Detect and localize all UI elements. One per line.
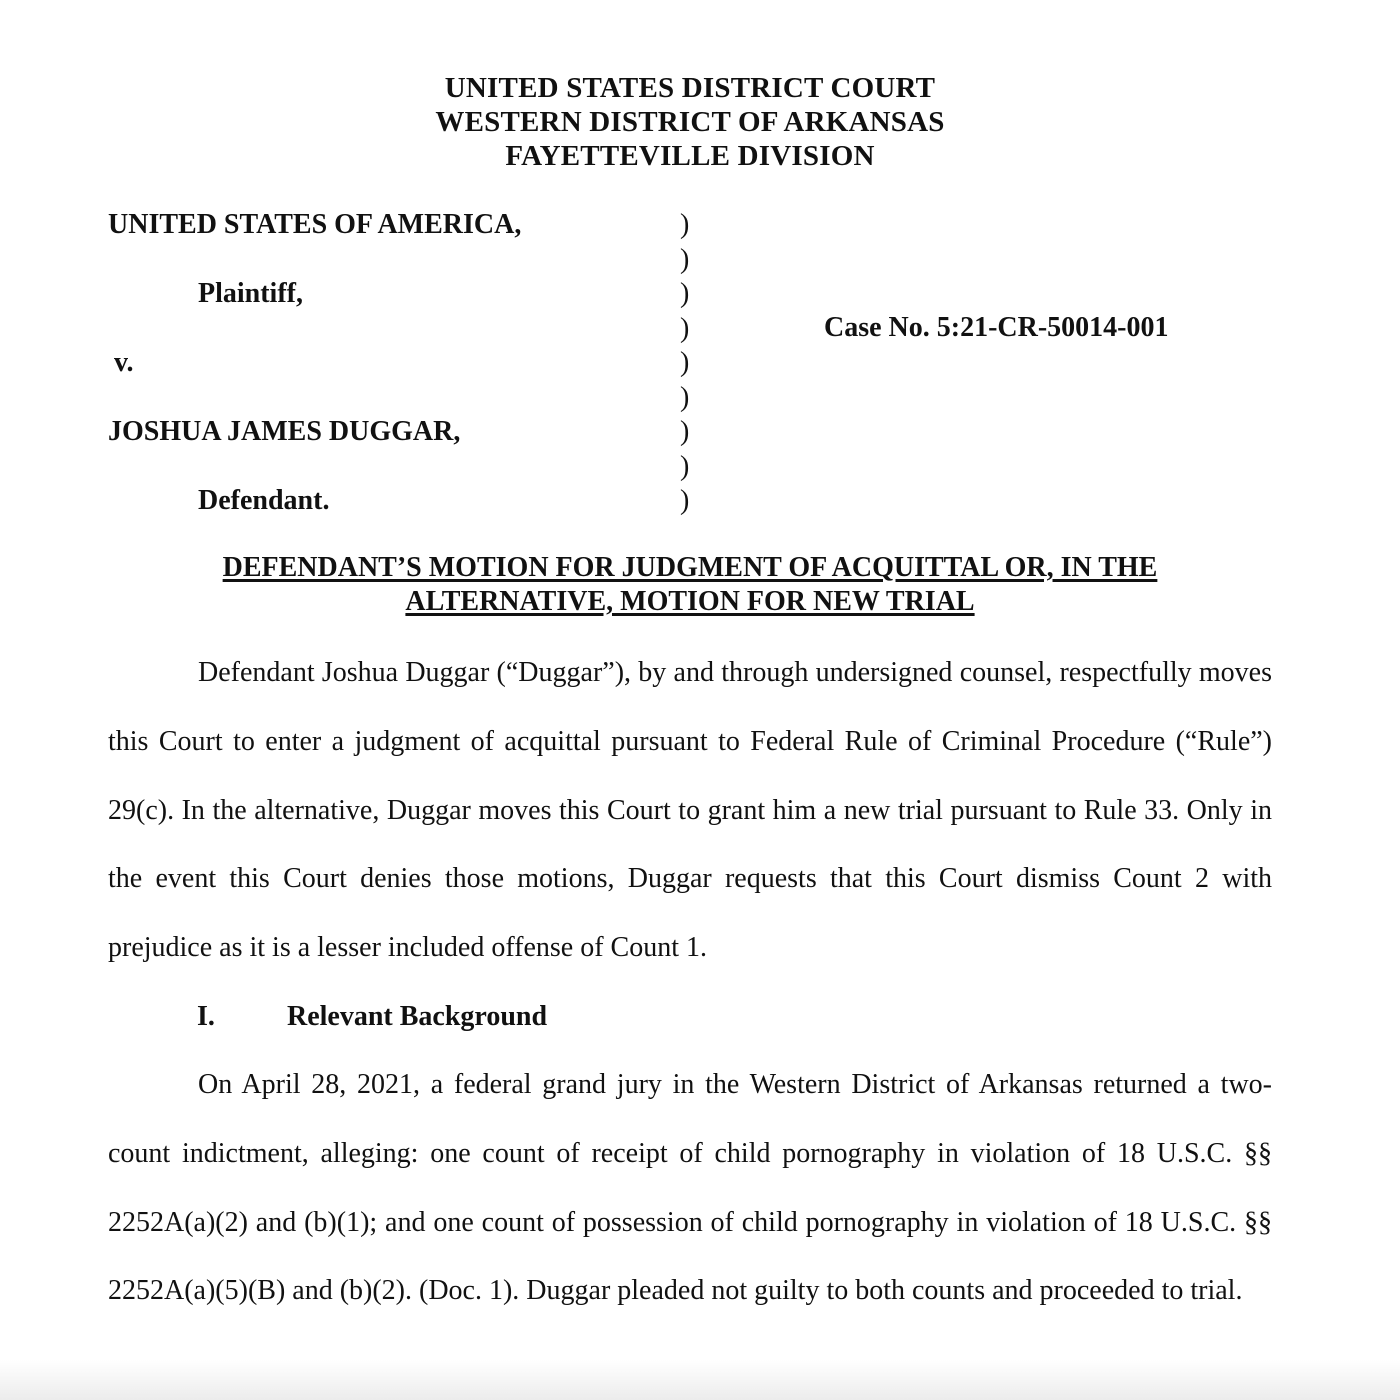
defendant-role: Defendant. [198,485,330,516]
caption-paren: ) [680,416,690,447]
caption-paren: ) [680,278,690,309]
caption-paren: ) [680,312,690,344]
court-header [0,71,1380,173]
case-caption-parties [108,208,521,519]
background-paragraph-block [108,1051,1272,1326]
motion-title [0,551,1380,619]
caption-paren: ) [680,381,690,413]
court-name: UNITED STATES DISTRICT COURT [444,72,936,104]
background-paragraph: On April 28, 2021, a federal grand jury in the Western District of Arkansas returned a two-count indictment, alleging: one count of receipt of child pornography in violation of 18 U.S.C. §§ 2252A(a)(2) and (b)(1); and one count of possession of child pornography in violation of 18 U.S.C. §§ 2252A(a)(5)(B) and (b)(2). (Doc. 1). Duggar pleaded not guilty to both counts and proceeded to trial. [108,1069,1272,1307]
case-number: Case No. 5:21-CR-50014-001 [824,312,1169,343]
intro-paragraph-block [108,639,1272,983]
page-bottom-shadow [0,1360,1400,1400]
section-heading [197,999,547,1035]
versus-label: v. [114,347,134,378]
motion-title-line-1: DEFENDANT’S MOTION FOR JUDGMENT OF ACQUITTAL OR, IN THE [222,552,1158,583]
caption-paren: ) [680,485,690,516]
motion-title-line-2: ALTERNATIVE, MOTION FOR NEW TRIAL [405,586,975,617]
plaintiff-name: UNITED STATES OF AMERICA, [108,209,522,240]
defendant-name: JOSHUA JAMES DUGGAR, [108,416,461,447]
section-title: Relevant Background [287,1001,548,1032]
caption-paren: ) [680,243,690,275]
plaintiff-role: Plaintiff, [198,278,303,309]
court-division: FAYETTEVILLE DIVISION [505,140,875,172]
caption-paren: ) [680,450,690,482]
caption-paren: ) [680,209,690,240]
intro-paragraph: Defendant Joshua Duggar (“Duggar”), by and through undersigned counsel, respectfully moves this Court to enter a judgment of acquittal pursuant to Federal Rule of Criminal Procedure (“Rule”) 29(c). In the alternative, Duggar moves this Court to grant him a new trial pursuant to Rule 33. Only in the event this Court denies those motions, Duggar requests that this Court dismiss Count 2 with prejudice as it is a lesser included offense of Count 1. [108,657,1272,964]
section-number: I. [197,1001,215,1032]
court-district: WESTERN DISTRICT OF ARKANSAS [435,106,945,138]
caption-paren: ) [680,347,690,378]
caption-parenthesis-column [680,208,689,519]
